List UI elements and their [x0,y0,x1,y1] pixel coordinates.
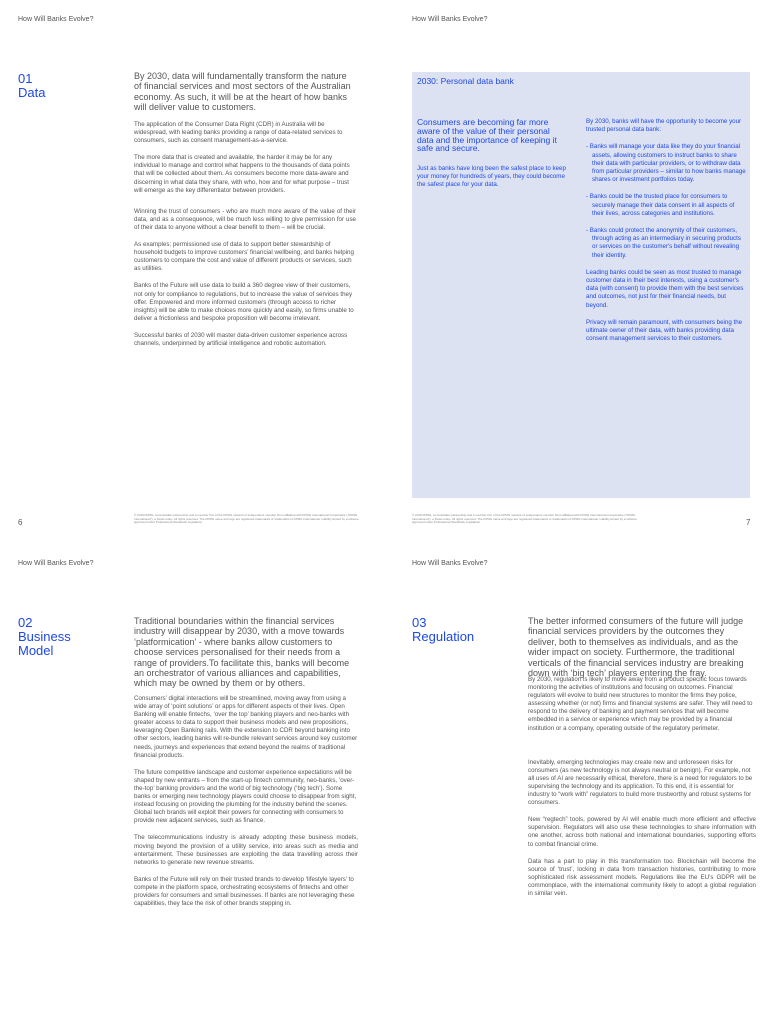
list-item: - Banks could protect the anonymity of their customers, through acting as an intermediary in securing products or services on the customer's behalf without revealing their identity. [586,227,741,259]
body-paragraph: Successful banks of 2030 will master data-driven customer experience across channels, underpinned by artificial intelligence and robotic automation. [134,331,348,347]
section-title: Business Model [18,629,71,658]
panel-lead: Consumers are becoming far more aware of the value of their personal data and the importance of keeping it safe and secure. [417,117,557,154]
list-item: - Banks could be the trusted place for consumers to securely manage their data consent in all aspects of their lives, across categories and institutions. [586,193,735,217]
personal-data-bank-panel [412,72,750,498]
page-8 [0,544,384,1024]
body-text [528,676,756,907]
panel-paragraph: Privacy will remain paramount, with consumers being the ultimate owner of their data, with banks providing data consent management services to their customers. [586,318,743,343]
lead-paragraph: By 2030, data will fundamentally transform the nature of financial services and most sectors of the Australian economy. As such, it will be at the heart of how banks will deliver value to customers. [134,71,351,113]
body-paragraph: The future competitive landscape and customer experience expectations will be shaped by new entrants – from the start-up fintech community, neo-banks, ‘over-the-top’ banking providers and the world of big technology (‘big tech’). Some banks or emerging new technology players could choose to disappear from sight, instead focusing on providing the plumbing for the industry behind the scenes. Global tech brands will exploit their powers for connecting with consumers to provide new adjacent services, such as finance. [134,768,357,825]
page-7 [384,0,768,540]
panel-intro: By 2030, banks will have the opportunity to become your trusted personal data bank: [586,118,742,134]
body-paragraph: By 2030, regulation is likely to move away from a product specific focus towards monitoring the activities of institutions and focusing on outcomes. Financial regulators will evolve to build new structures to monitor the firms they police, assessing whether (or not) firms and financial systems are safer. They will need to respond to the delivery of banking and payment services that will become embedded in a service or experience which may be provided by a financial institution or a company, operating outside of the regulatory perimeter. [528,676,753,732]
panel-bullet-list [586,143,746,259]
section-title: Regulation [412,629,475,644]
section-number: 01 [18,71,33,86]
running-head: How Will Banks Evolve? [18,16,94,23]
body-paragraph: Banks of the Future will use data to build a 360 degree view of their customers, not only for compliance to regulations, but to increase the value of services they offer. Empowered and more informed customers (through access to richer insights) will be able to make choices more quickly and easily, so firms unable to deliver a frictionless and bespoke proposition will become irrelevant. [134,282,354,322]
section-title: Data [18,85,46,100]
body-paragraph: Consumers’ digital interactions will be streamlined, moving away from using a wide array of ‘point solutions’ or apps for different aspects of their lives. Open Banking will enable fintechs, ‘over the top’ banking players and neo-banks with greater access to data to support their business models and new propositions, leveraging Open Banking rails. With the extension to CDR beyond banking into other sectors, leading banks will re-bundle relevant services around key customer needs, journeys and experiences that extend beyond the realms of traditional financial products. [134,695,358,759]
body-paragraph: The more data that is created and available, the harder it may be for any individual to manage and control what happens to the thousands of data points that will be collected about them. As consumers become more data-aware and discerning in what data they share, with who, how and for what purpose – trust will emerge as the key differentiator between providers. [134,154,350,194]
panel-paragraph: Leading banks could be seen as most trusted to manage customer data in their best interests, using a customer's data (with consent) to provide them with the best services and outcomes, not just for their financial needs, but beyond. [586,268,744,309]
running-head: How Will Banks Evolve? [18,560,94,567]
body-paragraph: Inevitably, emerging technologies may create new and unforeseen risks for consumers (as new technology is not always neutral or benign). For example, not all uses of AI are necessarily ethical, therefore, there is a need for regulators to be supervising the technology and its application. To this end, it is essential for industry to “work with” regulators to build more trustworthy and robust systems for consumers. [528,758,753,807]
page-number: 6 [18,518,23,527]
lead-paragraph: Traditional boundaries within the financial services industry will disappear by 2030, with a move towards ‘platformication’ - where banks allow customers to choose services personalised for their needs from a range of providers.To facilitate this, banks will become an orchestrator of various alliances and capabilities, which may be owned by them or by others. [134,616,350,689]
body-paragraph: New “regtech” tools, powered by AI will enable much more efficient and effective supervision. Regulators will also use these technologies to share information with one another, across both national and international boundaries, supporting efforts to combat financial crime. [528,816,756,848]
page-9 [384,544,768,1024]
body-paragraph: Winning the trust of consumers - who are much more aware of the value of their data, and as a consequence, will be much less willing to give permission for use of their data to anyone without a clear benefit to them – will be crucial. [134,207,356,231]
running-head: How Will Banks Evolve? [412,560,488,567]
page-6 [0,0,384,527]
list-item: - Banks will manage your data like they do your financial assets, allowing customers to instruct banks to share their data with particular providers, or to withdraw data from particular providers – similar to how banks manage shares or investment portfolios today. [586,143,746,184]
body-paragraph: Data has a part to play in this transformation too. Blockchain will become the source of ‘trust’, locking in data from transaction histories, contributing to more sophisticated risk assessment models. Regulations like the EU’s GDPR will be commonplace, with the international community likely to adopt a global regulation in similar vein. [528,857,756,897]
lead-paragraph: The better informed consumers of the future will judge financial services providers by the outcomes they deliver, both to themselves as individuals, and as the wider impact on society. Furthermore, the traditional verticals of the financial services industry are breaking down with ‘big tech’ players entering the fray. [528,616,744,679]
body-paragraph: Banks of the Future will rely on their trusted brands to develop ‘lifestyle layers’ to compete in the platform space, orchestrating ecosystems of fintechs and other providers for consumers and small businesses. If banks are not leveraging these capabilities, they face the risk of other brands stepping in. [134,875,355,908]
body-paragraph: The application of the Consumer Data Right (CDR) in Australia will be widespread, with leading banks providing a range of data-related services to consumers, such as consent management-as-a-service. [134,121,343,145]
copyright-footer: © 2019 KPMG, an Australian partnership and a member firm of the KPMG network of independent member firms affiliated with KPMG International Cooperative (“KPMG International”), a Swiss entity. All rights reserved. The KPMG name and logo are registered trademarks or trademarks of KPMG International. Liability limited by a scheme approved under Professional Standards Legislation. [134,513,359,525]
copyright-footer: © 2019 KPMG, an Australian partnership and a member firm of the KPMG network of independent member firms affiliated with KPMG International Cooperative (“KPMG International”), a Swiss entity. All rights reserved. The KPMG name and logo are registered trademarks or trademarks of KPMG International. Liability limited by a scheme approved under Professional Standards Legislation. [412,513,637,525]
panel-subtext: Just as banks have long been the safest place to keep your money for hundreds of years, they could become the safest place for your data. [417,165,566,189]
section-number: 03 [412,615,427,630]
panel-right-column [586,118,746,352]
panel-title: 2030: Personal data bank [417,76,514,86]
body-paragraph: As examples; permissioned use of data to support better stewardship of household budgets to improve customers’ financial wellbeing; and banks helping customers to compare the cost and value of different products or services, such as utilities. [134,241,354,273]
page-number: 7 [746,518,751,527]
body-paragraph: The telecommunications industry is already adopting these business models, moving beyond the provision of a utility service, into areas such as media and entertainment. These businesses are exploiting the data travelling across their networks to generate new revenue streams. [134,834,358,866]
body-text [134,121,356,357]
section-number: 02 [18,615,33,630]
running-head: How Will Banks Evolve? [412,16,488,23]
body-text [134,695,358,917]
